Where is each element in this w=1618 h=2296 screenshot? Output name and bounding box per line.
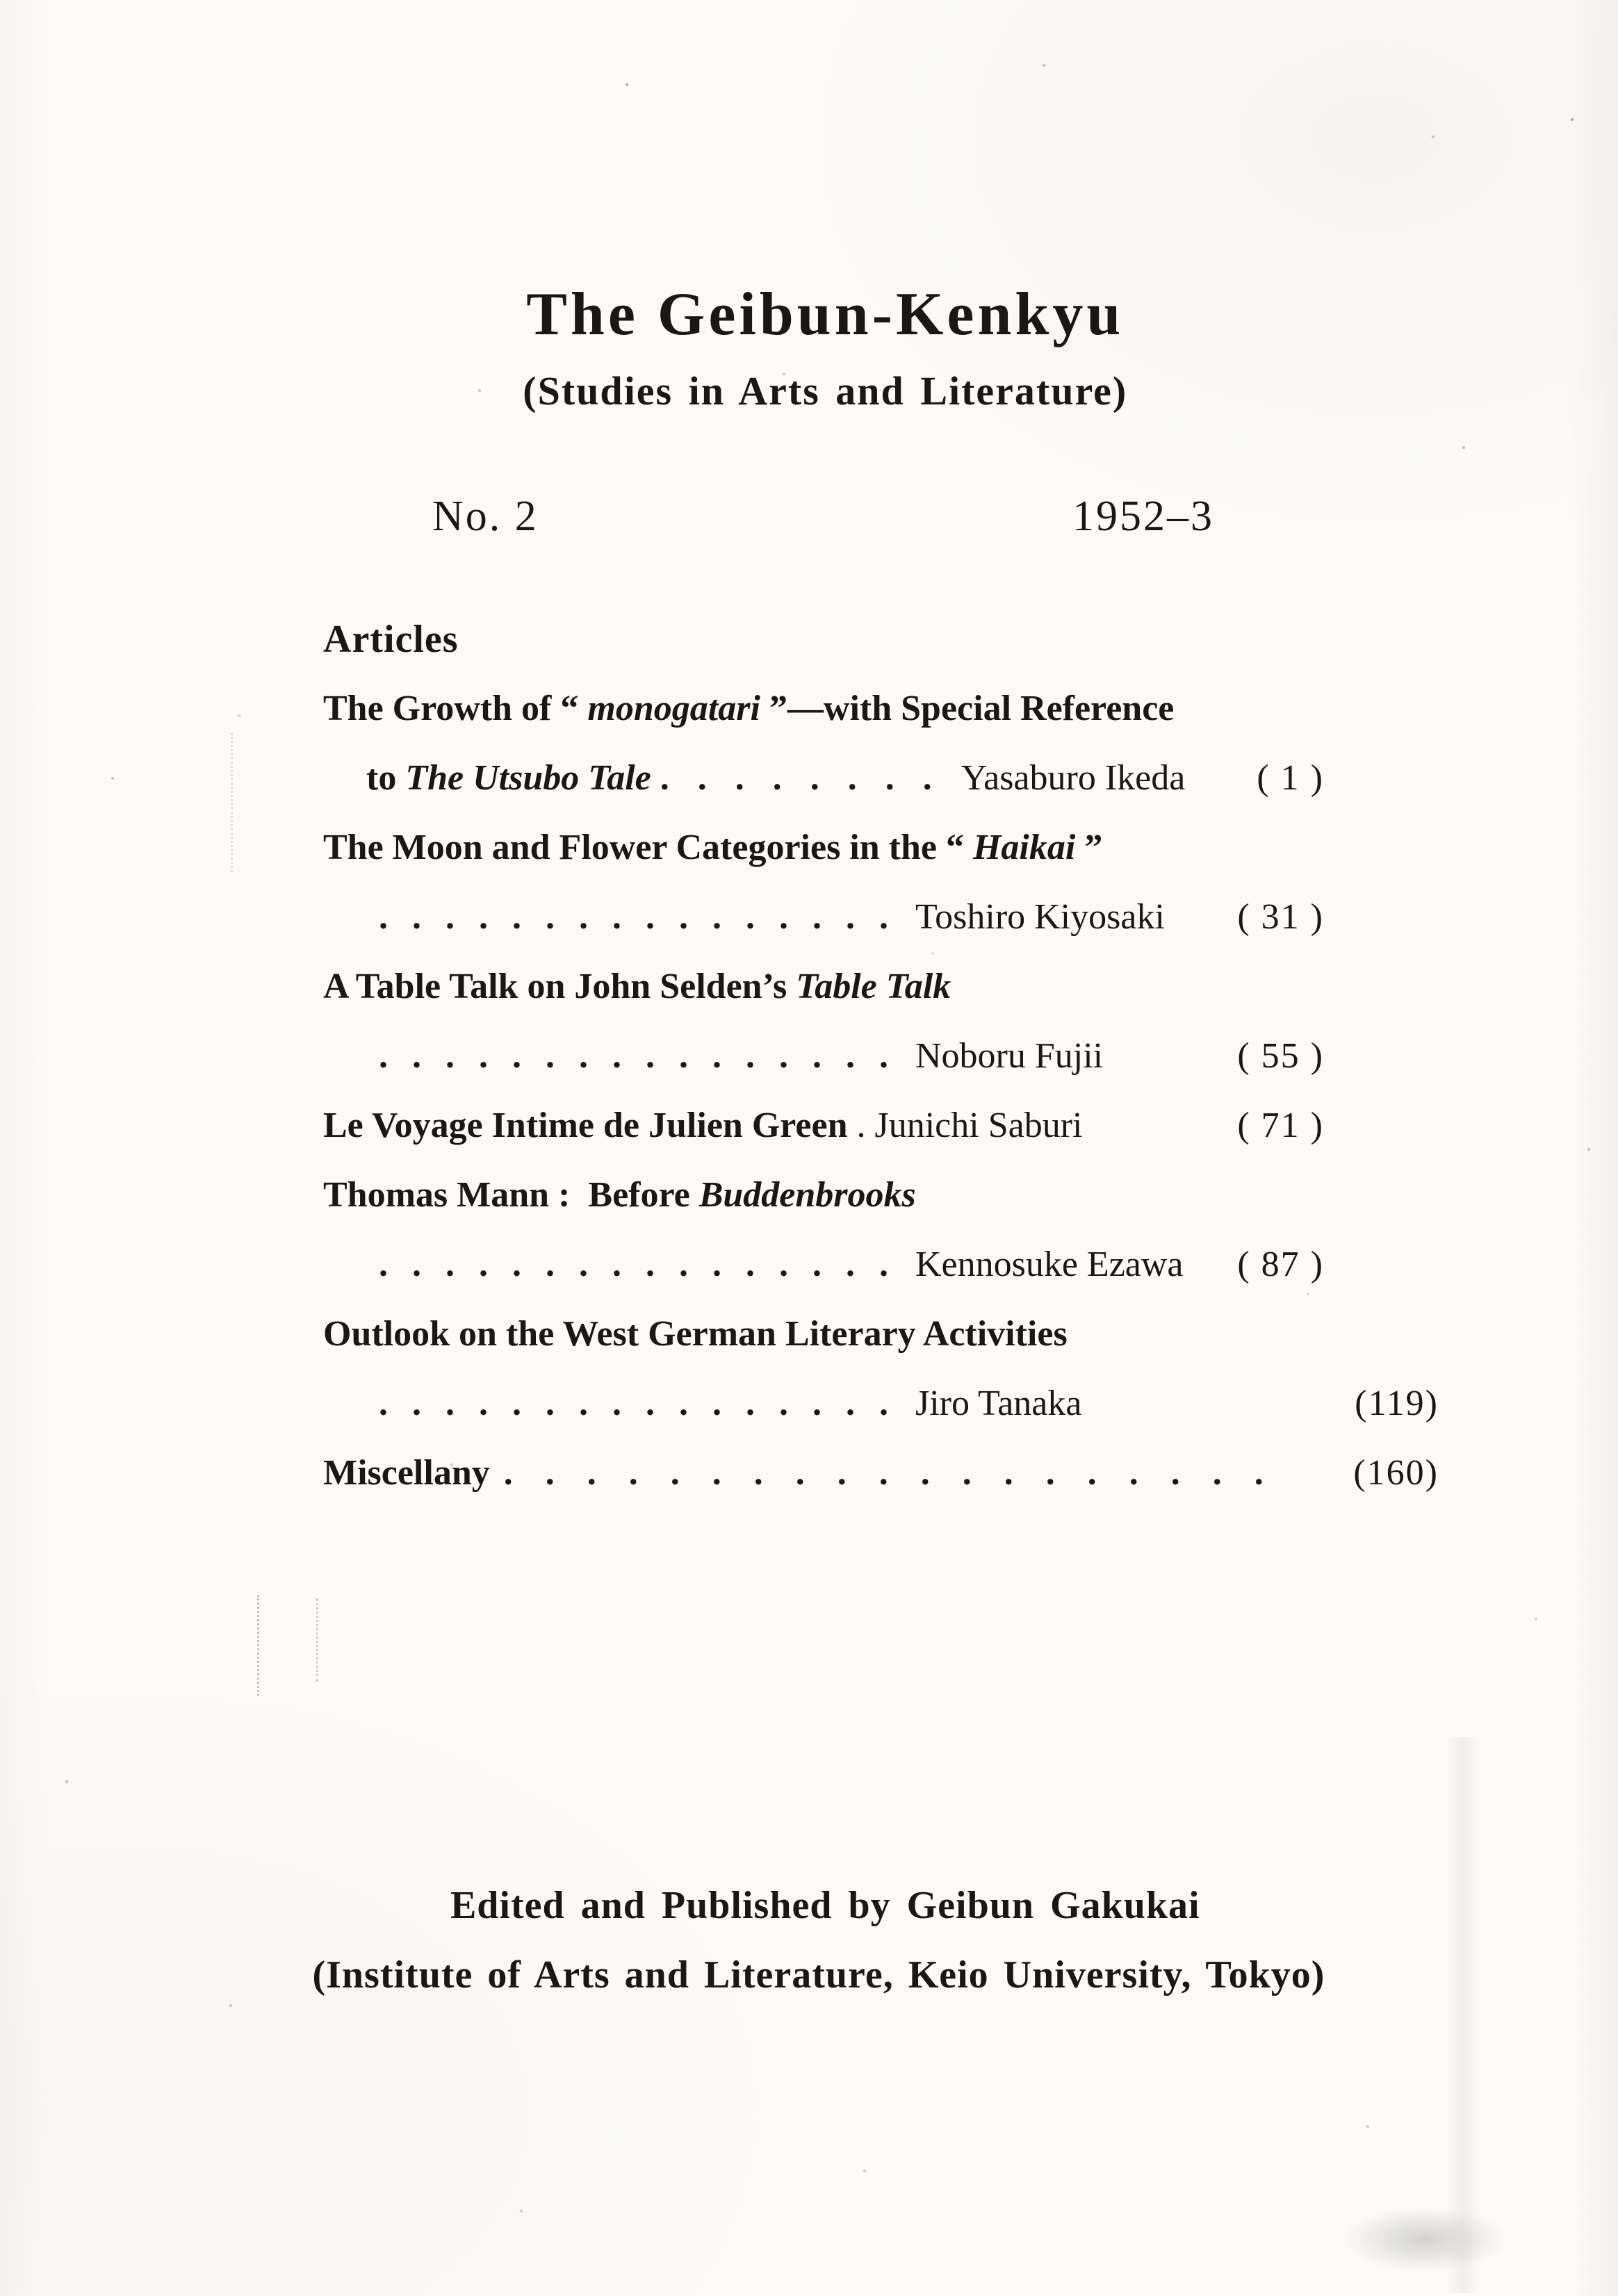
page-number: ( 31 ) <box>1237 897 1324 937</box>
entry-title-italic: Haikai <box>972 828 1076 867</box>
dot-leader: . . . . . . . . <box>660 758 942 798</box>
entry-title-text: to <box>366 758 406 798</box>
issue-number: No. 2 <box>432 493 539 540</box>
dot-leader: . . . . . . . . . . . . . . . . <box>379 1036 896 1076</box>
articles-heading <box>323 605 1439 674</box>
entry-title-italic: Table Talk <box>796 967 951 1006</box>
toc-entry-title <box>323 674 1439 744</box>
toc-entry-ref <box>323 883 1439 952</box>
journal-title: The Geibun-Kenkyu <box>526 280 1125 348</box>
dot-leader: . . . . . . . . . . . . . . . . <box>379 897 896 937</box>
scan-artifact <box>231 733 233 872</box>
toc-entry-single-line <box>323 1091 1439 1161</box>
author-name: Kennosuke Ezawa <box>915 1245 1184 1284</box>
issue-row <box>432 495 1214 538</box>
entry-title-text: A Table Talk on John Selden’s <box>323 967 796 1006</box>
institute-line: (Institute of Arts and Literature, Keio University, Tokyo) <box>312 1953 1325 1996</box>
page-number: (119) <box>1355 1384 1439 1423</box>
entry-title-text: Miscellany <box>323 1453 490 1493</box>
entry-title-text: ”—with Special Reference <box>760 689 1175 728</box>
entry-title-text: Le Voyage Intime de Julien Green <box>323 1106 848 1145</box>
entry-title-text: The Moon and Flower Categories in the “ <box>323 828 973 867</box>
toc-entry-title <box>323 1161 1439 1230</box>
author-name: Noboru Fujii <box>915 1036 1104 1076</box>
dot-leader: . . . . . . . . . . . . . . . . <box>379 1384 896 1423</box>
author-name: Yasaburo Ikeda <box>961 758 1186 798</box>
dot-leader: . . . . . . . . . . . . . . . . . . . <box>503 1453 1275 1493</box>
page-number: ( 87 ) <box>1237 1245 1324 1284</box>
dot-separator: . <box>847 1106 875 1145</box>
page-number: ( 71 ) <box>1237 1106 1324 1145</box>
publisher-line: Edited and Published by Geibun Gakukai <box>450 1884 1200 1927</box>
entry-title-text: ” <box>1075 828 1103 867</box>
toc-entry-ref <box>323 1230 1439 1299</box>
entry-title-text: The Growth of “ <box>323 689 588 728</box>
scan-artifact <box>257 1595 259 1696</box>
entry-title-text: Thomas Mann : Before <box>323 1175 699 1215</box>
toc-entry-ref <box>323 744 1439 813</box>
page-number: ( 1 ) <box>1257 758 1324 798</box>
entry-title-italic: Buddenbrooks <box>698 1175 916 1215</box>
issue-year: 1952–3 <box>1072 493 1214 540</box>
toc-entry-miscellany <box>323 1438 1439 1508</box>
scan-artifact <box>1341 2206 1508 2272</box>
toc-entry-title <box>323 952 1439 1022</box>
journal-subtitle: (Studies in Arts and Literature) <box>523 368 1128 413</box>
toc-entry-ref <box>323 1022 1439 1091</box>
entry-title-text: Outlook on the West German Literary Activities <box>323 1314 1068 1354</box>
table-of-contents <box>323 605 1439 1508</box>
page-number: ( 55 ) <box>1237 1036 1324 1076</box>
scan-noise <box>626 83 628 86</box>
toc-entry-title <box>323 1299 1439 1369</box>
toc-entry-ref <box>323 1369 1439 1438</box>
entry-title-italic: The Utsubo Tale <box>405 758 651 798</box>
scan-artifact <box>1446 1737 1480 2293</box>
dot-leader: . . . . . . . . . . . . . . . . <box>379 1245 896 1284</box>
author-name: Jiro Tanaka <box>915 1384 1082 1423</box>
articles-heading-label: Articles <box>323 618 459 661</box>
entry-title-italic: monogatari <box>587 689 760 728</box>
author-name: Junichi Saburi <box>874 1106 1083 1145</box>
author-name: Toshiro Kiyosaki <box>915 897 1165 937</box>
scan-artifact <box>316 1598 318 1682</box>
page-number: (160) <box>1353 1453 1439 1493</box>
toc-entry-title <box>323 813 1439 883</box>
